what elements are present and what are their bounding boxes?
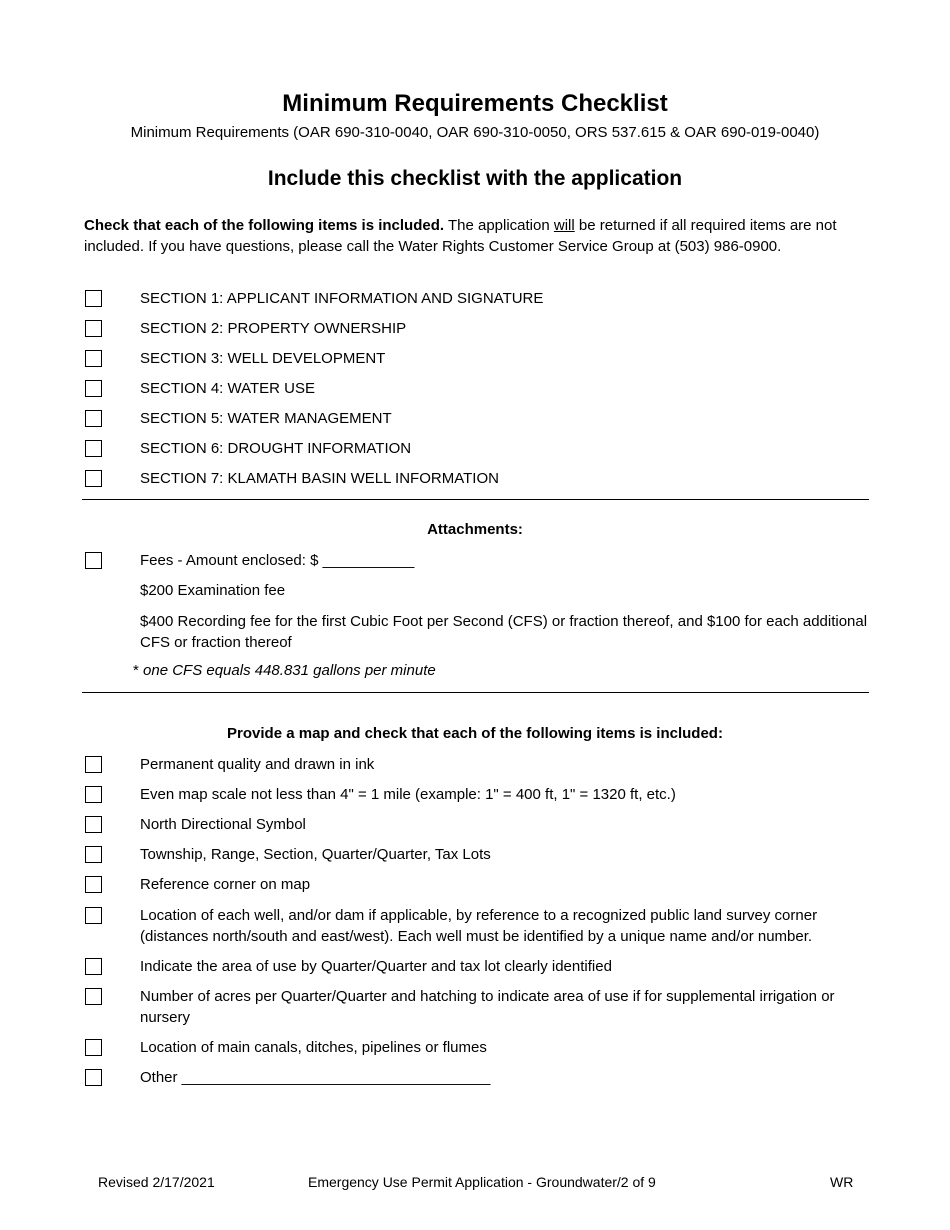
section-6-checkbox[interactable] bbox=[85, 440, 102, 457]
map-item-6-checkbox[interactable] bbox=[85, 907, 102, 924]
section-5-label: SECTION 5: WATER MANAGEMENT bbox=[140, 410, 392, 427]
map-item-6-label: Location of each well, and/or dam if applicable, by reference to a recognized public land survey corner (distances north/south and east/west). Each well must be identified by a unique name and/or number. bbox=[140, 907, 818, 945]
map-item-8-label: Number of acres per Quarter/Quarter and hatching to indicate area of use if for supplemental irrigation or nursery bbox=[140, 988, 835, 1026]
map-item-10-label: Other _____________________________________ bbox=[140, 1069, 491, 1086]
section-row bbox=[0, 469, 950, 491]
section-1-label: SECTION 1: APPLICANT INFORMATION AND SIGNATURE bbox=[140, 290, 544, 307]
fees-label: Fees - Amount enclosed: $ ___________ bbox=[140, 552, 415, 569]
intro-part2: be returned if all required items are not included. If you have questions, please call the Water Rights Customer Service Group at (503) 986-0900. bbox=[84, 217, 837, 255]
map-item-8-checkbox[interactable] bbox=[85, 988, 102, 1005]
recording-fee: $400 Recording fee for the first Cubic Foot per Second (CFS) or fraction thereof, and $100 for each additional CFS or fraction thereof bbox=[140, 613, 868, 651]
section-5-checkbox[interactable] bbox=[85, 410, 102, 427]
map-item-10-checkbox[interactable] bbox=[85, 1069, 102, 1086]
map-item-7-checkbox[interactable] bbox=[85, 958, 102, 975]
intro-bold: Check that each of the following items is included. bbox=[84, 217, 445, 234]
section-row bbox=[0, 409, 950, 431]
map-item-2-checkbox[interactable] bbox=[85, 786, 102, 803]
section-2-label: SECTION 2: PROPERTY OWNERSHIP bbox=[140, 320, 407, 337]
map-item-row bbox=[0, 1068, 950, 1090]
fees-checkbox[interactable] bbox=[85, 552, 102, 569]
section-4-checkbox[interactable] bbox=[85, 380, 102, 397]
divider bbox=[82, 499, 869, 500]
footer-revised: Revised 2/17/2021 bbox=[98, 1174, 215, 1190]
section-7-checkbox[interactable] bbox=[85, 470, 102, 487]
map-item-7-label: Indicate the area of use by Quarter/Quarter and tax lot clearly identified bbox=[140, 958, 612, 975]
section-3-checkbox[interactable] bbox=[85, 350, 102, 367]
map-item-1-label: Permanent quality and drawn in ink bbox=[140, 756, 375, 773]
map-item-row bbox=[0, 906, 950, 945]
section-2-checkbox[interactable] bbox=[85, 320, 102, 337]
cfs-note bbox=[133, 662, 436, 679]
map-item-row bbox=[0, 987, 950, 1026]
intro-paragraph bbox=[84, 215, 874, 257]
section-row bbox=[0, 349, 950, 371]
section-row bbox=[0, 289, 950, 311]
map-item-4-checkbox[interactable] bbox=[85, 846, 102, 863]
section-7-label: SECTION 7: KLAMATH BASIN WELL INFORMATION bbox=[140, 470, 499, 487]
map-item-3-label: North Directional Symbol bbox=[140, 816, 306, 833]
map-item-1-checkbox[interactable] bbox=[85, 756, 102, 773]
section-1-checkbox[interactable] bbox=[85, 290, 102, 307]
intro-part1: The application bbox=[444, 217, 554, 234]
section-row bbox=[0, 319, 950, 341]
section-6-label: SECTION 6: DROUGHT INFORMATION bbox=[140, 440, 412, 457]
examination-fee: $200 Examination fee bbox=[140, 582, 286, 599]
map-item-row bbox=[0, 845, 950, 867]
page-title: Minimum Requirements Checklist bbox=[282, 90, 668, 117]
fees-row bbox=[0, 550, 950, 572]
map-item-2-label: Even map scale not less than 4" = 1 mile (example: 1" = 400 ft, 1" = 1320 ft, etc.) bbox=[140, 786, 676, 803]
section-row bbox=[0, 379, 950, 401]
include-checklist-heading: Include this checklist with the application bbox=[267, 167, 683, 190]
map-item-row bbox=[0, 1038, 950, 1060]
map-item-5-label: Reference corner on map bbox=[140, 876, 311, 893]
footer-page-info: Emergency Use Permit Application - Groundwater/2 of 9 bbox=[308, 1174, 656, 1190]
page-subtitle: Minimum Requirements (OAR 690-310-0040, OAR 690-310-0050, ORS 537.615 & OAR 690-019-0040) bbox=[130, 124, 820, 141]
map-item-5-checkbox[interactable] bbox=[85, 876, 102, 893]
map-item-row bbox=[0, 875, 950, 897]
section-3-label: SECTION 3: WELL DEVELOPMENT bbox=[140, 350, 386, 367]
footer-wr: WR bbox=[830, 1174, 854, 1190]
map-item-row bbox=[0, 785, 950, 807]
divider bbox=[82, 692, 869, 693]
map-item-4-label: Township, Range, Section, Quarter/Quarter, Tax Lots bbox=[140, 846, 491, 863]
map-item-3-checkbox[interactable] bbox=[85, 816, 102, 833]
cfs-note-star: * bbox=[133, 662, 144, 679]
intro-underlined: will bbox=[553, 217, 575, 234]
attachments-heading: Attachments: bbox=[427, 521, 523, 538]
map-heading: Provide a map and check that each of the following items is included: bbox=[227, 725, 723, 742]
section-row bbox=[0, 439, 950, 461]
map-item-row bbox=[0, 755, 950, 777]
cfs-note-text: one CFS equals 448.831 gallons per minute bbox=[143, 662, 436, 679]
section-4-label: SECTION 4: WATER USE bbox=[140, 380, 316, 397]
map-item-row bbox=[0, 815, 950, 837]
map-item-9-checkbox[interactable] bbox=[85, 1039, 102, 1056]
map-item-9-label: Location of main canals, ditches, pipelines or flumes bbox=[140, 1039, 487, 1056]
map-item-row bbox=[0, 957, 950, 979]
